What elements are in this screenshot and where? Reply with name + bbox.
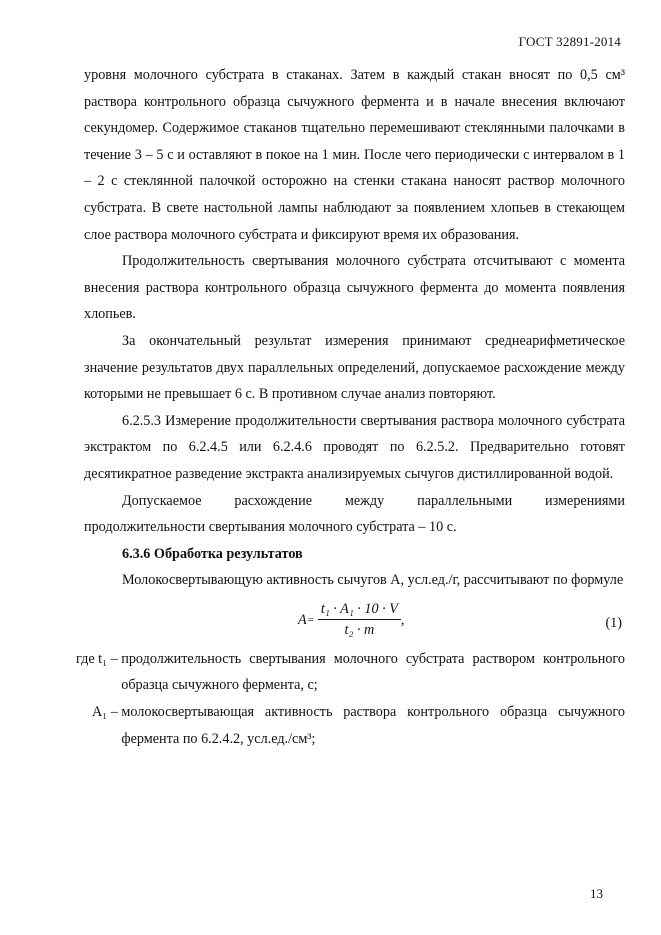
definition-text: продолжительность свертывания молочного субстрата раствором контрольного образца сычужного фермента, с; (121, 650, 625, 694)
formula-equals: = (307, 613, 314, 626)
formula (298, 600, 404, 640)
definition-item (76, 646, 625, 699)
formula-number: (1) (605, 614, 622, 631)
definition-label: где t₁ – (76, 650, 118, 667)
formula-numerator: t₁ · A₁ · 10 · V (318, 600, 401, 620)
paragraph: уровня молочного субстрата в стаканах. Затем в каждый стакан вносят по 0,5 см³ раствора контрольного образца сычужного фермента и в начале внесения включают секундомер. Содержимое стаканов тщательно перемешивают стеклянными палочками в течение 3 – 5 с и оставляют в покое на 1 мин. После чего периодически с интервалом в 1 – 2 с стеклянной палочкой осторожно на стенки стакана наносят раствор молочного субстрата. В свете настольной лампы наблюдают за появлением хлопьев в стекающем слое раствора молочного субстрата и фиксируют время их образования. (84, 67, 625, 243)
paragraph: Молокосвертывающую активность сычугов А, усл.ед./г, рассчитывают по формуле (122, 572, 624, 589)
definition-label: A₁ – (92, 704, 118, 721)
definition-text: молокосвертывающая активность раствора контрольного образца сычужного фермента по 6.2.4.2, усл.ед./см³; (121, 704, 625, 747)
formula-block (84, 600, 625, 646)
document-body (76, 62, 625, 752)
formula-denominator: t₂ · m (344, 621, 375, 638)
paragraph: За окончательный результат измерения принимают среднеарифметическое значение результатов двух параллельных определений, допускаемое расхождение между которыми не превышает 6 с. В противном случае анализ повторяют. (84, 332, 625, 403)
page-number: 13 (590, 886, 603, 901)
document-header: ГОСТ 32891-2014 (518, 34, 621, 49)
paragraph: Продолжительность свертывания молочного субстрата отсчитывают с момента внесения раствора контрольного образца сычужного фермента до момента появления хлопьев. (84, 253, 625, 323)
formula-comma: , (400, 611, 405, 628)
definition-item (76, 699, 625, 752)
paragraph: Допускаемое расхождение между параллельными измерениями продолжительности свертывания молочного субстрата – 10 с. (84, 492, 625, 536)
paragraph: 6.2.5.3 Измерение продолжительности свертывания раствора молочного субстрата экстрактом по 6.2.4.5 или 6.2.4.6 проводят по 6.2.5.2. Предварительно готовят десятикратное разведение экстракта анализируемых сычугов дистиллированной водой. (84, 412, 625, 482)
formula-lhs: A (298, 611, 307, 628)
section-heading: 6.3.6 Обработка результатов (122, 545, 303, 562)
variable-definitions (76, 646, 625, 752)
formula-fraction (318, 600, 401, 640)
